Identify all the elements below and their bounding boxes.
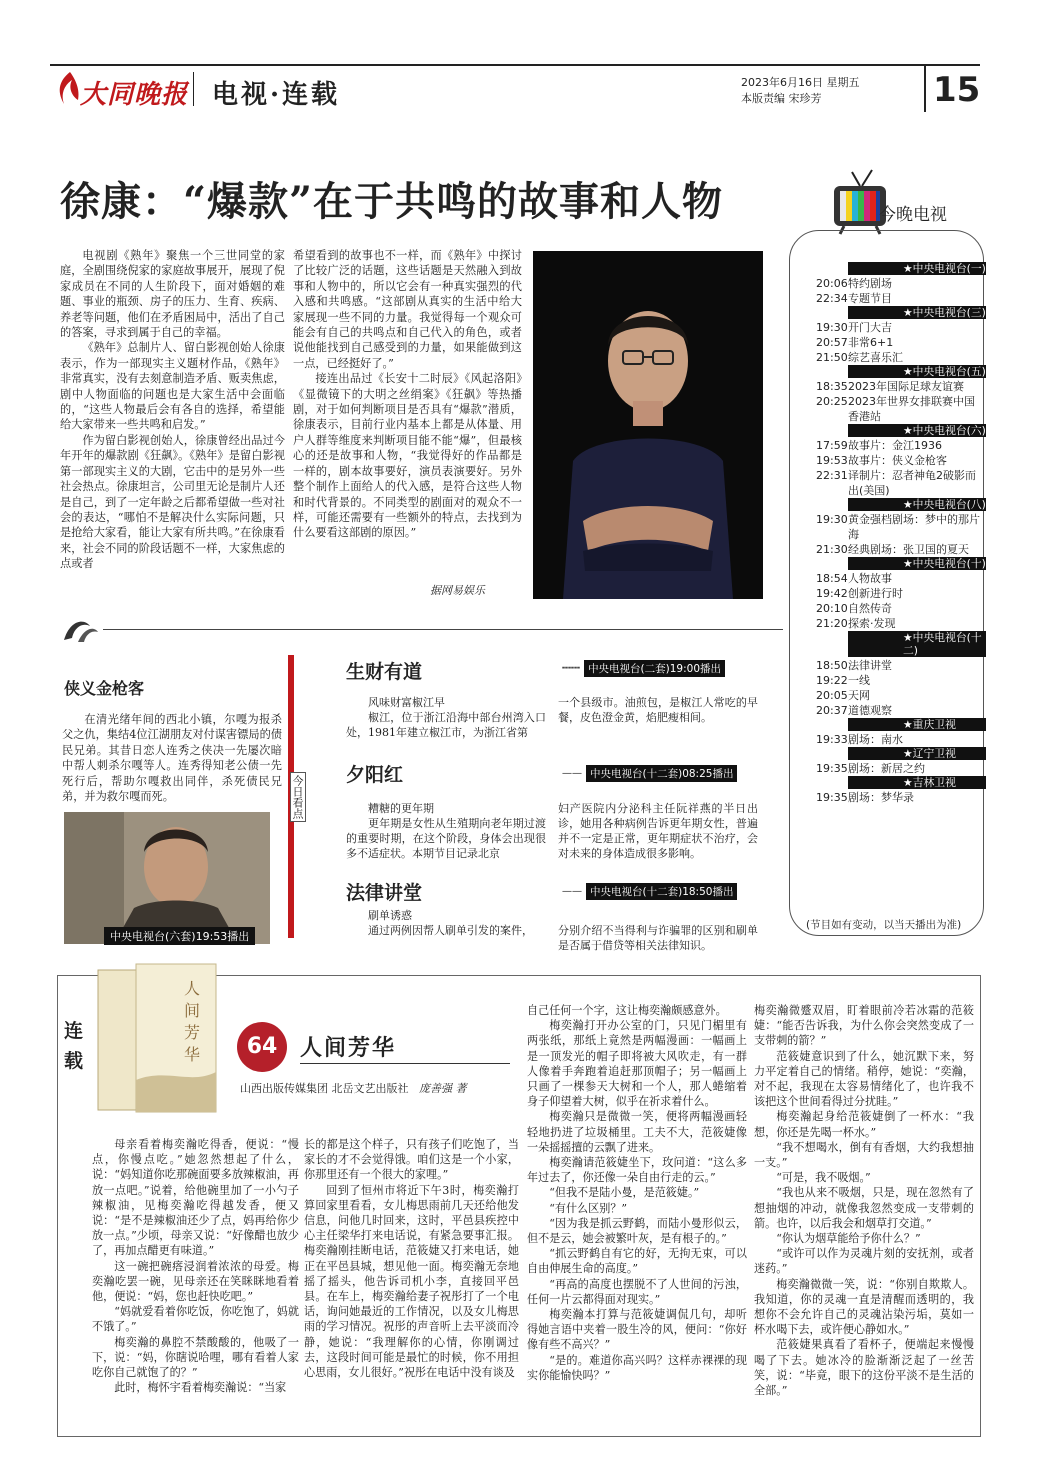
book-cover-title-char: 芳 [184, 1023, 201, 1042]
program-time: 19:42 [816, 587, 848, 600]
program-row [800, 335, 980, 350]
show-text: 妇产医院内分泌科主任阮祥燕的半日出诊，她用各种病例告诉更年期女性，普遍并不一定是正常，更年期症状不治疗，会对未来的身体造成很多影响。 [558, 802, 758, 860]
program-name: 人物故事 [848, 572, 892, 585]
show-title: 生财有道 [346, 661, 423, 683]
show-description-left [346, 908, 546, 938]
page-number: 15 [933, 70, 981, 110]
dash-decoration: ┅┅┅ [562, 663, 581, 674]
program-name: 创新进行时 [848, 587, 903, 600]
program-row [800, 350, 980, 365]
program-time: 21:20 [816, 617, 848, 630]
book-cover-title-char: 华 [184, 1045, 201, 1064]
serial-paragraph: “你认为烟草能给予你什么？” [776, 1232, 921, 1246]
show-title: 夕阳红 [346, 764, 404, 786]
serial-paragraph: “再高的高度也摆脱不了人世间的污浊，任何一片云都得面对现实。” [527, 1277, 747, 1306]
show-text: 更年期是女性从生殖期向老年期过渡的重要时期，在这个阶段，身体会出现很多不适症状。本期节目记录北京 [346, 817, 546, 860]
program-name: 剧场：梦华录 [848, 791, 914, 804]
serial-paragraph: 范筱婕果真看了看杯子，便端起来慢慢喝了下去。她冰冷的脸渐渐泛起了一丝苦笑，说：“毕竟，眼下的这份平淡不是生活的全部。” [754, 1338, 974, 1398]
today-highlights-label: 今日看点 [290, 772, 306, 822]
article-paragraph: 希望看到的故事也不一样，而《熟年》中探讨了比较广泛的话题，这些话题是天然融入到故事和人物中的，所以它会有一种真实强烈的代入感和共鸣感。“这部剧从真实的生活中给大家展现一些不同的力量。我觉得每一个观众可能会有自己的共鸣点和自己代入的角色，或者说他能找到自己感受到的力量，如果能做到这一点，已经挺好了。” [293, 249, 522, 370]
portrait-photo [533, 251, 763, 599]
show-description-left [346, 695, 546, 740]
program-row [800, 658, 980, 673]
book-cover-icon [96, 960, 221, 1118]
show-time-row [562, 660, 725, 677]
portrait-illustration [533, 251, 763, 599]
program-row [800, 586, 980, 601]
channel-bar: ★中央电视台(六) [848, 424, 986, 437]
serial-title-rule [300, 1063, 510, 1064]
page-editor: 本版责编 宋珍芳 [741, 92, 822, 105]
program-row [800, 468, 980, 498]
channel-bar: ★中央电视台(五) [848, 365, 986, 378]
article-headline: 徐康：“爆款”在于共鸣的故事和人物 [60, 178, 724, 225]
article-credit: 据网易娱乐 [430, 584, 485, 597]
program-time: 22:34 [816, 292, 848, 305]
program-row [800, 276, 980, 291]
movie-still-illustration [64, 812, 270, 944]
issue-date: 2023年6月16日 星期五 [741, 76, 860, 89]
publisher: 山西出版传媒集团 北岳文艺出版社 [240, 1082, 409, 1095]
show-description-right [558, 695, 758, 725]
program-name: 2023年国际足球友谊赛 [848, 380, 964, 393]
serial-paragraph: 梅奕瀚起身给范筱婕倒了一杯水：“我想，你还是先喝一杯水。” [754, 1110, 974, 1139]
program-name: 译制片：忍者神龟2破影而出(美国) [848, 469, 976, 497]
article-paragraph: 电视剧《熟年》聚焦一个三世同堂的家庭，全剧围绕倪家的家庭故事展开，展现了倪家成员在不同的人生阶段下，面对婚姻的难题、事业的瓶颈、房子的压力、生育、疾病、养老等问题，他们在矛盾困局中，活出了自己的答案，寻求到属于自己的幸福。 [60, 249, 285, 340]
show-description-left [346, 801, 546, 861]
article-paragraph: 《熟年》总制片人、留白影视创始人徐康表示，作为一部现实主义题材作品，《熟年》非常真实，没有去刻意制造矛盾、贩卖焦虑，剧中人物面临的问题也是大家生活中会面临的，“这些人物最后会有各自的选择，希望能给大家带来一些共鸣和启发。” [60, 341, 285, 432]
book-cover-title-char: 人 [184, 979, 201, 998]
page-number-divider [924, 64, 926, 112]
serial-paragraph: “因为我是抓云野鹤，而陆小曼形似云，但不是云，她会被繁叶灰，是有根子的。” [527, 1216, 747, 1246]
serial-column-3 [527, 1003, 747, 1383]
program-row [800, 542, 980, 557]
channel-bar: ★辽宁卫视 [848, 747, 986, 760]
program-time: 21:30 [816, 543, 848, 556]
show-text: 椒江，位于浙江沿海中部台州湾入口处，1981年建立椒江市，为浙江省第 [346, 711, 546, 739]
swirl-decoration-icon [60, 616, 100, 646]
program-name: 一线 [848, 674, 870, 687]
program-row [800, 688, 980, 703]
author: 庞善强 著 [419, 1082, 467, 1095]
program-time: 19:35 [816, 791, 848, 804]
program-row [800, 571, 980, 586]
program-row [800, 291, 980, 306]
program-time: 19:30 [816, 513, 848, 526]
schedule-note: (节目如有变动，以当天播出为准) [806, 919, 962, 931]
serial-title: 人间芳华 [300, 1035, 397, 1061]
show-time-row [562, 765, 737, 782]
program-time: 20:06 [816, 277, 848, 290]
program-row [800, 761, 980, 776]
program-name: 故事片：金江1936 [848, 439, 942, 452]
program-time: 18:50 [816, 659, 848, 672]
serial-column-4 [754, 1003, 974, 1398]
serial-paragraph: 母亲看着梅奕瀚吃得香，便说：“慢点，你慢点吃。”她忽然想起了什么，说：“妈知道你吃那碗面要多放辣椒油，再放一点吧。”说着，给他碗里加了一小勺子辣椒油，见梅奕瀚吃得越发香，便又说：“是不是辣椒油还少了点，妈再给你少放一点。”少顷，母亲又说：“好像醋也放少了，再加点醋更有味道。” [92, 1138, 299, 1258]
program-time: 18:54 [816, 572, 848, 585]
program-time: 20:05 [816, 689, 848, 702]
serial-paragraph: 梅奕瀚本打算与范筱婕调侃几句，却听得她言语中夹着一股生冷的风，便问：“你好像有些不高兴？” [527, 1308, 747, 1352]
program-time: 21:50 [816, 351, 848, 364]
serial-paragraph: “妈就爱看着你吃饭，你吃饱了，妈就不饿了。” [92, 1305, 299, 1334]
tv-schedule [800, 262, 986, 805]
program-row [800, 616, 980, 631]
article-column-1 [60, 248, 285, 572]
show-subtitle: 风味财富椒江早 [368, 696, 445, 709]
program-name: 综艺喜乐汇 [848, 351, 903, 364]
channel-bar: ★重庆卫视 [848, 718, 986, 731]
show-time-row [562, 883, 737, 900]
show-airtime: 中央电视台(十二套)08:25播出 [586, 765, 737, 782]
serial-paragraph: “我也从来不吸烟，只是，现在忽然有了想抽烟的冲动，就像我忽然变成一支带刺的箭。也许，以后我会和烟草打交道。” [754, 1186, 974, 1230]
article-column-2 [293, 248, 522, 541]
serial-paragraph: 梅奕瀚微蹙双眉，盯着眼前冷若冰霜的范筱婕：“能否告诉我，为什么你会突然变成了一支带刺的箭？” [754, 1004, 974, 1048]
serial-paragraph: 回到了恒州市将近下午3时，梅奕瀚打算回家里看看，女儿梅思雨前几天还给他发信息，问他几时回来，这时，平邑县疾控中心主任梁华打来电话说，有紧急要事汇报。梅奕瀚刚挂断电话，范筱婕又打来电话，她正在平邑县城，想见他一面。梅奕瀚无奈地摇了摇头，他告诉司机小李，直接回平邑县。在车上，梅奕瀚给妻子祝彤打了一个电话，询问她最近的工作情况，以及女儿梅思雨的学习情况。祝彤的声音听上去平淡而冷静，她说：“我理解你的心情，你刚调过去，这段时间可能是最忙的时候，你不用担心思雨，女儿很好。”祝彤在电话中没有谈及 [304, 1183, 519, 1380]
movie-title: 侠义金枪客 [64, 679, 145, 698]
show-text: 通过两例因帮人刷单引发的案件， [368, 924, 533, 937]
program-time: 20:57 [816, 336, 848, 349]
channel-bar: ★中央电视台(十二) [848, 631, 986, 657]
program-name: 故事片：侠义金枪客 [848, 454, 947, 467]
show-description-right [558, 923, 758, 953]
serial-paragraph: “有什么区别？” [549, 1201, 628, 1215]
program-name: 探索·发现 [848, 617, 896, 630]
newspaper-logo: 大同晚报 [80, 80, 189, 110]
show-airtime: 中央电视台(二套)19:00播出 [584, 660, 725, 677]
program-row [800, 453, 980, 468]
channel-bar: ★中央电视台(八) [848, 498, 986, 511]
program-name: 法律讲堂 [848, 659, 892, 672]
program-name: 开门大吉 [848, 321, 892, 334]
show-subtitle: 糟糖的更年期 [368, 802, 434, 815]
serial-paragraph: “抓云野鹤自有它的好，无拘无束，可以自由伸展生命的高度。” [527, 1247, 747, 1276]
program-time: 19:33 [816, 733, 848, 746]
program-time: 19:53 [816, 454, 848, 467]
program-name: 2023年世界女排联赛中国香港站 [848, 395, 975, 423]
serial-paragraph: 此时，梅怀宇看着梅奕瀚说：“当家 [114, 1381, 287, 1395]
channel-bar: ★吉林卫视 [848, 776, 986, 789]
header-divider [193, 72, 194, 106]
serial-paragraph: 梅奕瀚打开办公室的门，只见门楣里有两张纸，那纸上竟然是两幅漫画：一幅画上是一顶发光的帽子即将被大风吹走，有一群人像着手奔跑着追赶那顶帽子；另一幅画上只画了一棵参天大树和一个人，那人蜷缩着身子仰望着大树，似乎在祈求着什么。 [527, 1019, 747, 1109]
section-title: 电视·连载 [212, 80, 341, 110]
serial-paragraph: “或许可以作为灵魂片刻的安抚剂，或者迷药。” [754, 1247, 974, 1276]
channel-bar: ★中央电视台(十) [848, 557, 986, 570]
program-name: 道德观察 [848, 704, 892, 717]
book-cover-title-char: 间 [184, 1001, 201, 1020]
program-time: 20:37 [816, 704, 848, 717]
dash-decoration: —— [562, 886, 582, 897]
show-text: 一个县级市。油煎包，是椒江人常吃的早餐，皮色澄金黄，焰肥瘦相间。 [558, 696, 758, 724]
program-name: 特约剧场 [848, 277, 892, 290]
serial-column-1 [92, 1137, 299, 1395]
show-text: 分别介绍不当得利与诈骗罪的区别和刷单是否属于借贷等相关法律知识。 [558, 924, 758, 952]
program-name: 黄金强档剧场：梦中的那片海 [848, 513, 980, 541]
serial-paragraph: 范筱婕意识到了什么，她沉默下来，努力平定着自己的情绪。稍停，她说：“奕瀚，对不起，我现在太容易情绪化了，也许我不该把这个世间看得过分扰眭。” [754, 1049, 974, 1109]
serial-paragraph: 自己任何一个字，这让梅奕瀚颇感意外。 [527, 1004, 727, 1017]
logo-mark-icon [54, 70, 82, 108]
program-time: 19:22 [816, 674, 848, 687]
show-airtime: 中央电视台(十二套)18:50播出 [586, 883, 737, 900]
serial-label: 连载 [64, 1020, 84, 1072]
section-divider [103, 629, 783, 630]
serial-column-2 [304, 1137, 519, 1380]
movie-synopsis [62, 712, 282, 804]
dash-decoration: —— [562, 768, 582, 779]
program-row [800, 601, 980, 616]
publisher-line [240, 1080, 467, 1096]
movie-airtime: 中央电视台(六套)19:53播出 [104, 927, 255, 945]
serial-paragraph: “是的。难道你高兴吗？这样赤裸裸的现实你能愉快吗？” [527, 1353, 747, 1382]
program-row [800, 673, 980, 688]
show-title: 法律讲堂 [346, 882, 423, 904]
program-row [800, 438, 980, 453]
program-row [800, 320, 980, 335]
tonight-tv-title: 今晚电视 [879, 205, 947, 225]
program-name: 剧场：新居之约 [848, 762, 925, 775]
program-name: 经典剧场：张卫国的夏天 [848, 543, 969, 556]
show-subtitle: 刷单诱惑 [368, 909, 412, 922]
program-time: 17:59 [816, 439, 848, 452]
program-time: 19:35 [816, 762, 848, 775]
program-row [800, 394, 980, 424]
program-row [800, 379, 980, 394]
serial-paragraph: 梅奕瀚的鼻腔不禁酸酸的，他吸了一下，说：“妈，你瞎说哈哩，哪有看着人家吃你自己就饱了的？” [92, 1335, 299, 1380]
program-time: 22:31 [816, 469, 848, 482]
serial-paragraph: “但我不是陆小曼，是范筱婕。” [549, 1186, 700, 1200]
channel-bar: ★中央电视台(三) [848, 306, 986, 319]
program-name: 自然传奇 [848, 602, 892, 615]
program-time: 20:10 [816, 602, 848, 615]
serial-paragraph: “可是，我不吸烟。” [776, 1171, 871, 1185]
program-name: 天网 [848, 689, 870, 702]
program-row [800, 790, 980, 805]
serial-paragraph: 梅奕瀚微微一笑，说：“你别自欺欺人。我知道，你的灵魂一直是清醒而透明的，我想你不会允许自己的灵魂沾染污垢，莫如一杯水喝下去，或许便心静如水。” [754, 1277, 974, 1337]
article-paragraph: 接连出品过《长安十二时辰》《风起洛阳》《显微镜下的大明之丝绢案》《狂飙》等热播剧，对于如何判断项目是否具有“爆款”潜质，徐康表示，目前行业内基本上都是从体量、用户人群等维度来判断项目能不能“爆”，但最核心的还是故事和人物，“我觉得好的作品都是一样的，剧本故事要好，演员表演要好。另外整个制作上面给人的代入感，是符合这些人物和时代背景的。不同类型的剧面对的观众不一样，可能还需要有一些额外的特点，去找到为什么要看这部剧的原因。” [293, 372, 522, 540]
header-top-rule [50, 64, 980, 66]
program-name: 剧场：南水 [848, 733, 903, 746]
show-description-right [558, 801, 758, 861]
channel-bar: ★中央电视台(一) [848, 262, 986, 275]
episode-badge: 64 [237, 1022, 287, 1072]
program-row [800, 512, 980, 542]
article-paragraph: 作为留白影视创始人，徐康曾经出品过今年开年的爆款剧《狂飙》。《熟年》是留白影视第一部现实主义的大剧，它击中的是另外一些社会热点。徐康坦言，公司里无论是制片人还是自己，到了一定年龄之后都希望做一些对社会的表达，“哪怕不是解决什么实际问题，只是抢给大家看，能让大家有所共鸣。”在徐康看来，社会不同的阶段话题不一样，大家焦虑的点或者 [60, 433, 285, 571]
serial-paragraph: 梅奕瀚请范筱婕坐下，玫问道：“这么多年过去了，你还像一朵自由行走的云。” [527, 1156, 747, 1185]
serial-paragraph: 梅奕瀚只是微微一笑，便将两幅漫画轻轻地扔进了垃圾桶里。工夫不大，范筱婕像一朵摇摇擅的云飘了进来。 [527, 1110, 747, 1154]
movie-still-photo [64, 812, 270, 944]
program-row [800, 732, 980, 747]
program-row [800, 703, 980, 718]
program-name: 非常6+1 [848, 336, 894, 349]
serial-paragraph: “我不想喝水，倒有有香烟，大约我想抽一支。” [754, 1140, 974, 1170]
program-time: 18:35 [816, 380, 848, 393]
program-time: 20:25 [816, 395, 848, 408]
serial-paragraph: 长的都是这个样子，只有孩子们吃饱了，当家长的才不会觉得饿。咱们这是一个小家，你那里还有一个很大的家哩。” [304, 1138, 519, 1182]
program-time: 19:30 [816, 321, 848, 334]
program-name: 专题节目 [848, 292, 892, 305]
serial-paragraph: 这一碗把碗瘩浸润着浓浓的母爱。梅奕瀚吃罢一碗，见母亲还在笑眯眯地看着他，便说：“妈，您也赶快吃吧。” [92, 1259, 299, 1304]
movie-synopsis-text: 在清光绪年间的西北小镇，尔嘎为报杀父之仇，集结4位江湖朋友对付谋害镖局的债民兄弟。其昔日恋人连秀之侠决一先屡次暗中帮人刺杀尔嘎等人。连秀得知老公债一先死行后，帮助尔嘎救出同伴，杀死债民兄弟，并为救尔嘎而死。 [62, 713, 282, 804]
